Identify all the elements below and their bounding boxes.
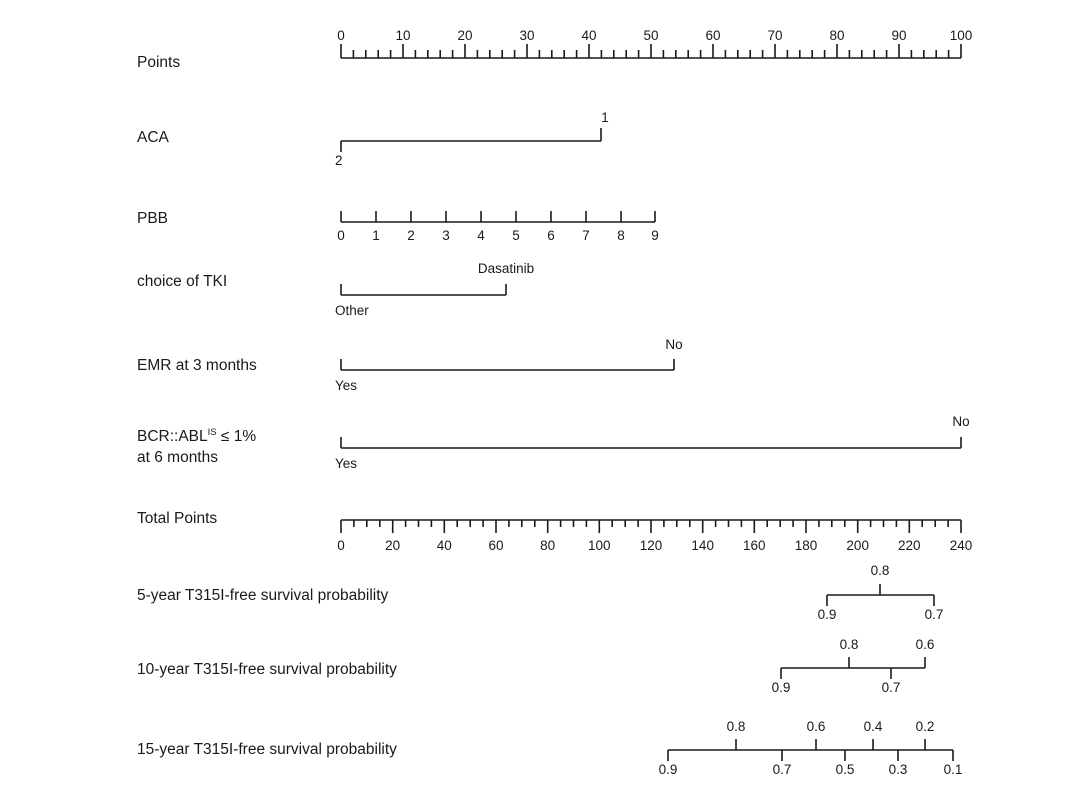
axis-survival-5yr [827,584,934,606]
tick-pbb-0: 0 [337,228,345,243]
tick-bcr-no: No [952,414,970,429]
row-label-survival-5yr: 5-year T315I-free survival probability [137,587,389,604]
bcr-label-tail: ≤ 1% [216,428,257,446]
tick-tki-dasatinib: Dasatinib [477,261,535,276]
tick-s5-above-0.8: 0.8 [870,563,890,578]
tick-s10-above-0.6: 0.6 [915,637,935,652]
tick-s15-below-0.9: 0.9 [658,762,678,777]
tick-total-20: 20 [385,538,401,553]
tick-total-80: 80 [540,538,556,553]
axis-points [341,44,961,58]
row-label-emr-at-3-months: EMR at 3 months [137,357,257,374]
tick-total-60: 60 [488,538,504,553]
axis-pbb [341,211,655,222]
row-label-bcr-abl-at-6-months [137,427,256,469]
tick-s15-below-0.7: 0.7 [772,762,792,777]
row-label-choice-of-tki: choice of TKI [137,273,228,290]
axis-total-points [341,520,961,533]
tick-s10-below-0.7: 0.7 [881,680,901,695]
tick-pbb-3: 3 [442,228,450,243]
tick-tki-other: Other [335,303,369,318]
tick-total-100: 100 [588,538,611,553]
tick-s15-above-0.8: 0.8 [726,719,746,734]
tick-s10-above-0.8: 0.8 [839,637,859,652]
row-label-pbb: PBB [137,210,169,227]
tick-bcr-yes: Yes [335,456,358,471]
bcr-label-main: BCR::ABL [137,428,208,446]
tick-emr-yes: Yes [335,378,358,393]
tick-total-120: 120 [639,538,663,553]
tick-points-50: 50 [643,28,659,43]
tick-points-90: 90 [891,28,907,43]
tick-total-200: 200 [846,538,869,553]
axis-aca [341,128,601,152]
tick-s15-below-0.1: 0.1 [943,762,963,777]
tick-points-10: 10 [395,28,411,43]
tick-points-80: 80 [829,28,845,43]
bcr-label-line2: at 6 months [137,449,218,467]
tick-s5-below-0.9: 0.9 [817,607,837,622]
tick-pbb-7: 7 [582,228,590,243]
tick-points-0: 0 [337,28,345,43]
tick-total-220: 220 [898,538,921,553]
tick-total-140: 140 [691,538,714,553]
tick-points-30: 30 [519,28,535,43]
tick-pbb-2: 2 [407,228,415,243]
tick-pbb-8: 8 [617,228,625,243]
tick-points-20: 20 [457,28,473,43]
tick-s15-below-0.3: 0.3 [888,762,908,777]
row-label-survival-10yr: 10-year T315I-free survival probability [137,661,397,678]
tick-pbb-5: 5 [512,228,520,243]
tick-aca-2: 2 [335,153,343,168]
tick-total-40: 40 [436,538,452,553]
tick-total-180: 180 [794,538,818,553]
tick-s15-above-0.2: 0.2 [915,719,935,734]
tick-s10-below-0.9: 0.9 [771,680,791,695]
row-label-aca: ACA [137,129,169,146]
tick-s15-above-0.4: 0.4 [863,719,883,734]
tick-s5-below-0.7: 0.7 [924,607,944,622]
tick-total-0: 0 [337,538,345,553]
tick-points-100: 100 [949,28,973,43]
axis-bcr [341,437,961,448]
tick-pbb-1: 1 [372,228,380,243]
tick-emr-no: No [665,337,683,352]
tick-s15-below-0.5: 0.5 [835,762,855,777]
tick-s15-above-0.6: 0.6 [806,719,826,734]
tick-total-160: 160 [743,538,766,553]
tick-total-240: 240 [949,538,973,553]
tick-pbb-6: 6 [547,228,555,243]
row-label-survival-15yr: 15-year T315I-free survival probability [137,741,397,758]
tick-points-60: 60 [705,28,721,43]
axis-survival-10yr [781,657,925,679]
tick-points-70: 70 [767,28,783,43]
tick-aca-1: 1 [601,110,609,125]
axis-survival-15yr [668,739,953,761]
axis-emr [341,359,674,370]
tick-pbb-9: 9 [651,228,659,243]
bcr-label-superscript: IS [207,427,217,438]
tick-points-40: 40 [581,28,597,43]
tick-pbb-4: 4 [477,228,485,243]
axis-tki [341,284,506,295]
row-label-points: Points [137,54,181,71]
row-label-total-points: Total Points [137,510,218,527]
